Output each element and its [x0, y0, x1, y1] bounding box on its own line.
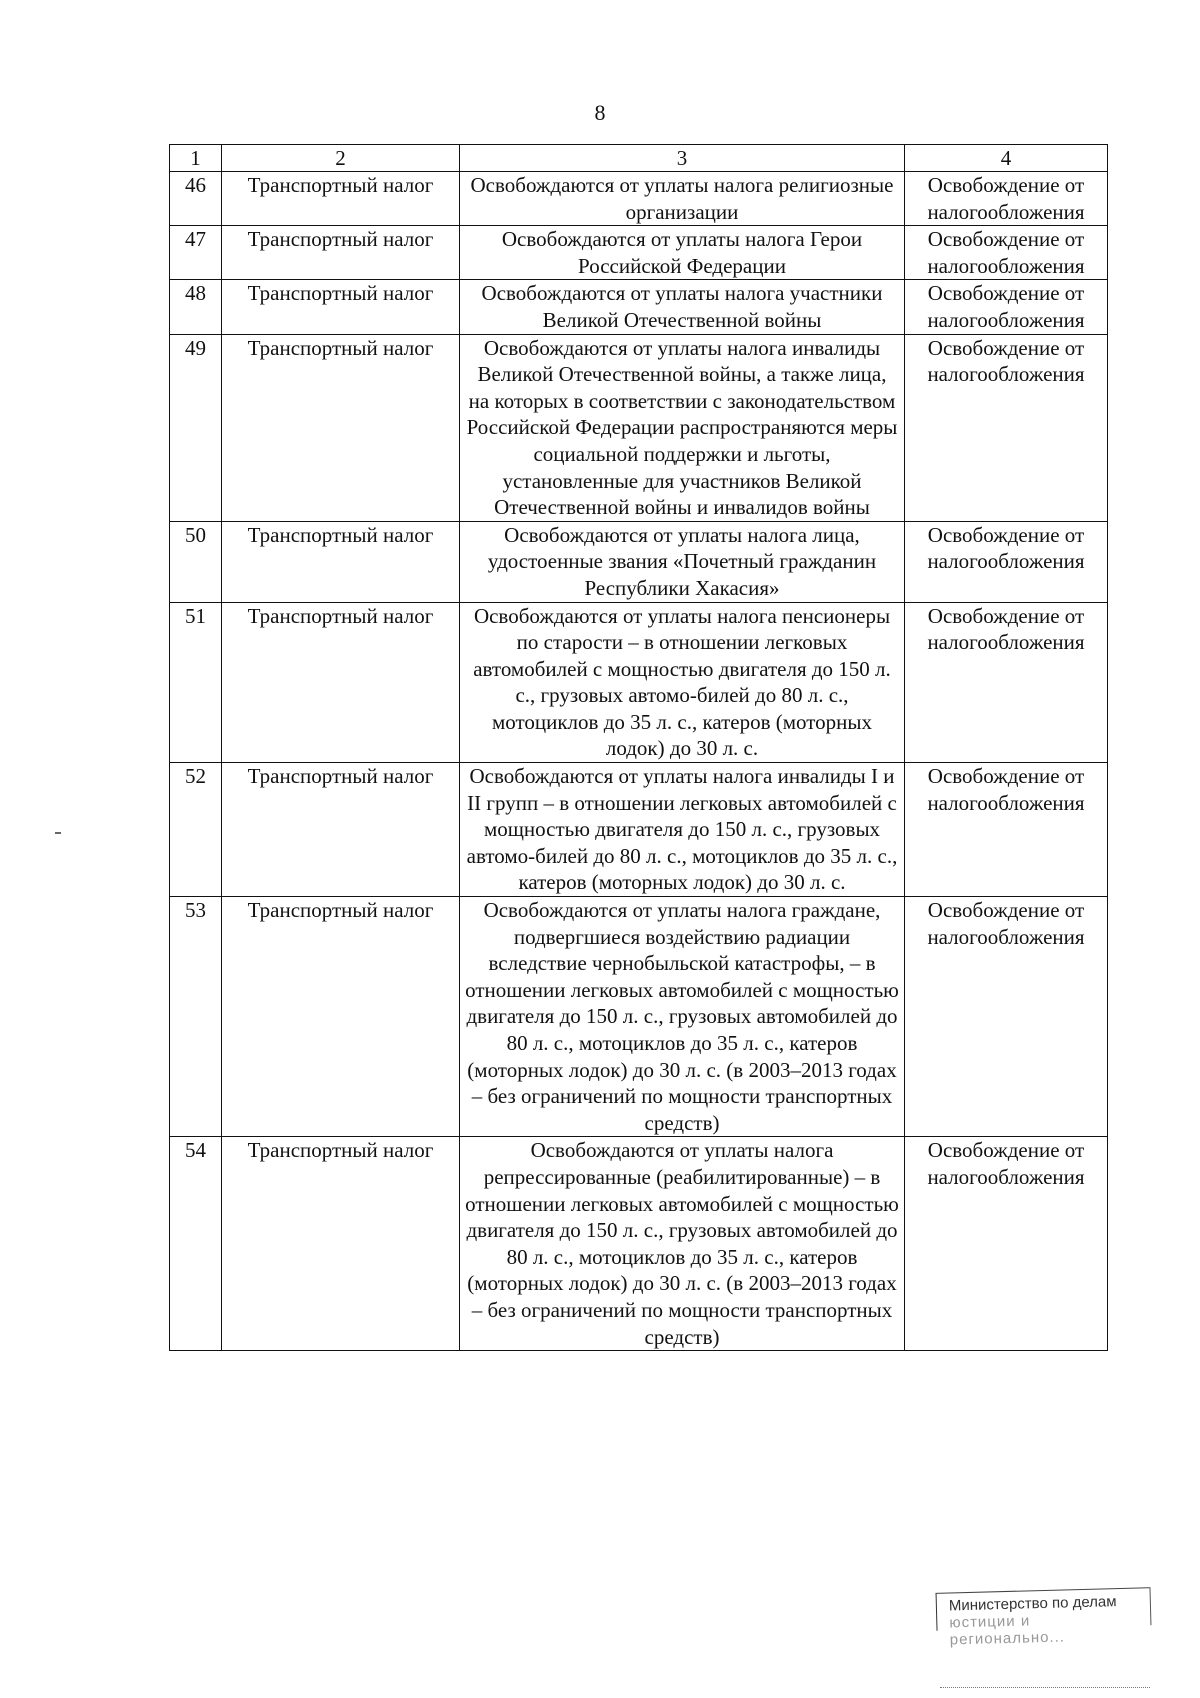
table-row — [170, 226, 1108, 280]
benefit-description: Освобождаются от уплаты налога инвалиды Великой Отечественной войны, а также лица, на которых в соответствии с законодательством Российской Федерации распространяются меры социальной поддержки и льготы, установленные для участников Великой Отечественной войны и инвалидов войны — [460, 334, 905, 521]
table-row — [170, 897, 1108, 1137]
benefit-description: Освобождаются от уплаты налога репрессированные (реабилитированные) – в отношении легковых автомобилей с мощностью двигателя до 150 л. с., грузовых автомобилей до 80 л. с., мотоциклов до 35 л. с., катеров (моторных лодок) до 30 л. с. (в 2003–2013 годах – без ограничений по мощности транспортных средств) — [460, 1137, 905, 1351]
benefit-result: Освобождение от налогообложения — [905, 521, 1108, 602]
ministry-stamp — [936, 1587, 1152, 1649]
table-header-row — [170, 145, 1108, 172]
scan-speck — [55, 832, 61, 834]
table-row — [170, 280, 1108, 334]
row-number: 52 — [170, 763, 222, 897]
benefit-description: Освобождаются от уплаты налога инвалиды I и II групп – в отношении легковых автомобилей с мощностью двигателя до 150 л. с., грузовых автомо-билей до 80 л. с., мотоциклов до 35 л. с., катеров (моторных лодок) до 30 л. с. — [460, 763, 905, 897]
table-row — [170, 172, 1108, 226]
benefit-result: Освобождение от налогообложения — [905, 280, 1108, 334]
table-row — [170, 334, 1108, 521]
benefit-description: Освобождаются от уплаты налога лица, удостоенные звания «Почетный гражданин Республики Хакасия» — [460, 521, 905, 602]
benefit-result: Освобождение от налогообложения — [905, 334, 1108, 521]
benefit-result: Освобождение от налогообложения — [905, 226, 1108, 280]
benefit-description: Освобождаются от уплаты налога Герои Российской Федерации — [460, 226, 905, 280]
row-number: 47 — [170, 226, 222, 280]
table-row — [170, 1137, 1108, 1351]
row-number: 54 — [170, 1137, 222, 1351]
table-row — [170, 602, 1108, 763]
header-cell-4: 4 — [905, 145, 1108, 172]
header-cell-3: 3 — [460, 145, 905, 172]
benefit-description: Освобождаются от уплаты налога участники Великой Отечественной войны — [460, 280, 905, 334]
benefit-description: Освобождаются от уплаты налога пенсионеры по старости – в отношении легковых автомобилей с мощностью двигателя до 150 л. с., грузовых автомо-билей до 80 л. с., мотоциклов до 35 л. с., катеров (моторных лодок) до 30 л. с. — [460, 602, 905, 763]
header-cell-1: 1 — [170, 145, 222, 172]
stamp-line-2: юстиции и регионально... — [949, 1612, 1066, 1649]
benefit-description: Освобождаются от уплаты налога религиозные организации — [460, 172, 905, 226]
tax-name: Транспортный налог — [222, 172, 460, 226]
tax-name: Транспортный налог — [222, 763, 460, 897]
benefit-result: Освобождение от налогообложения — [905, 1137, 1108, 1351]
benefit-description: Освобождаются от уплаты налога граждане, подвергшиеся воздействию радиации вследствие чернобыльской катастрофы, – в отношении легковых автомобилей с мощностью двигателя до 150 л. с., грузовых автомобилей до 80 л. с., мотоциклов до 35 л. с., катеров (моторных лодок) до 30 л. с. (в 2003–2013 годах – без ограничений по мощности транспортных средств) — [460, 897, 905, 1137]
benefit-result: Освобождение от налогообложения — [905, 602, 1108, 763]
table-row — [170, 763, 1108, 897]
row-number: 46 — [170, 172, 222, 226]
table-row — [170, 521, 1108, 602]
tax-name: Транспортный налог — [222, 334, 460, 521]
row-number: 53 — [170, 897, 222, 1137]
row-number: 49 — [170, 334, 222, 521]
benefits-table — [169, 144, 1108, 1351]
benefit-result: Освобождение от налогообложения — [905, 172, 1108, 226]
tax-name: Транспортный налог — [222, 280, 460, 334]
benefit-result: Освобождение от налогообложения — [905, 897, 1108, 1137]
row-number: 50 — [170, 521, 222, 602]
benefit-result: Освобождение от налогообложения — [905, 763, 1108, 897]
tax-name: Транспортный налог — [222, 521, 460, 602]
tax-name: Транспортный налог — [222, 226, 460, 280]
tax-name: Транспортный налог — [222, 1137, 460, 1351]
row-number: 48 — [170, 280, 222, 334]
header-cell-2: 2 — [222, 145, 460, 172]
page-number: 8 — [594, 100, 606, 125]
tax-name: Транспортный налог — [222, 897, 460, 1137]
row-number: 51 — [170, 602, 222, 763]
stamp-rule — [940, 1687, 1150, 1688]
stamp-line-1: Министерство по делам — [948, 1593, 1117, 1615]
tax-name: Транспортный налог — [222, 602, 460, 763]
